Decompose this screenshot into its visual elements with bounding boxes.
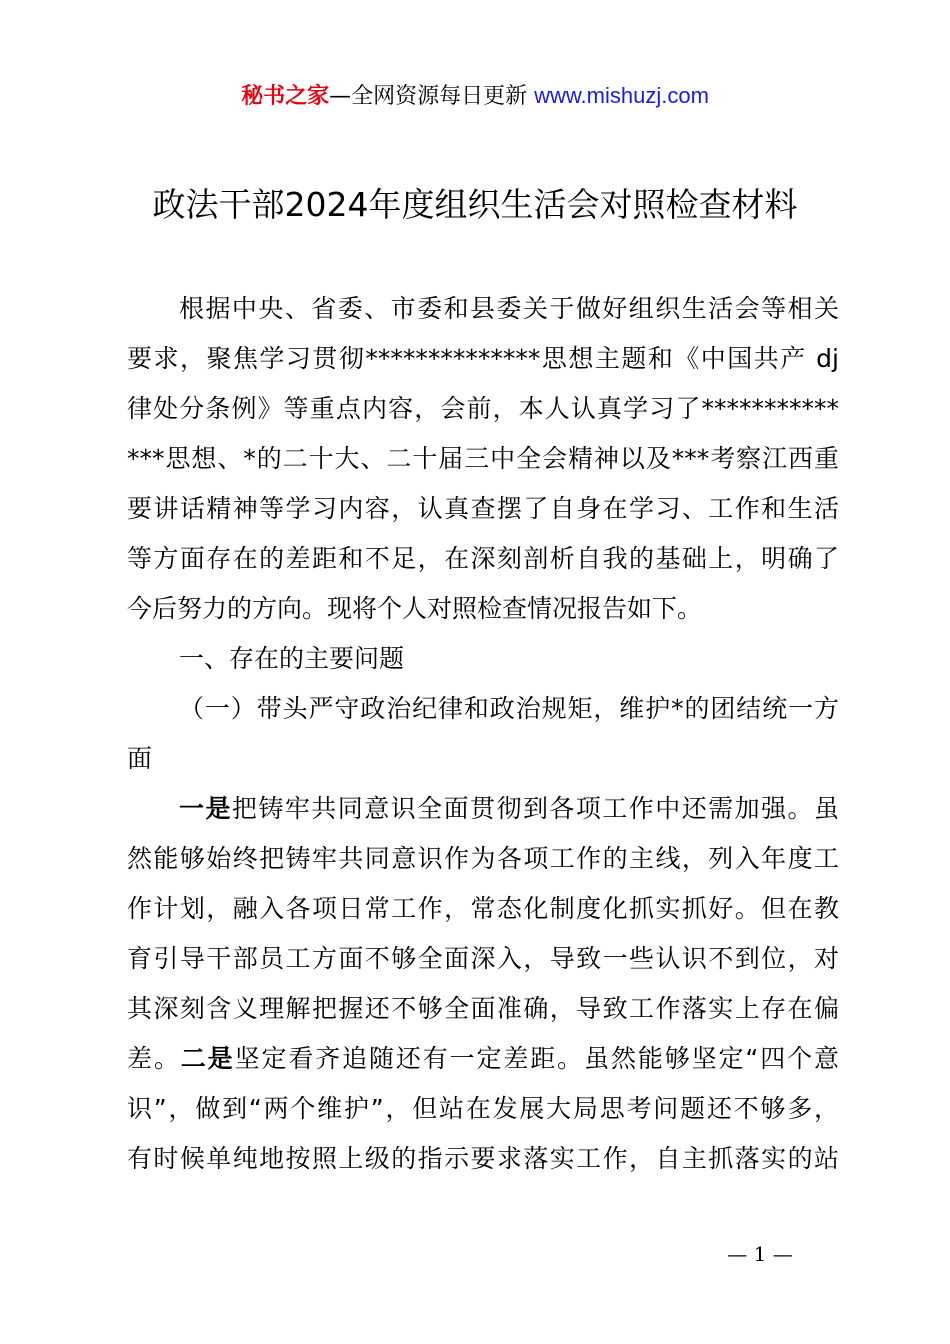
site-header [0, 80, 950, 113]
paragraph-line: 要讲话精神等学习内容，认真查摆了自身在学习、工作和生活 [127, 494, 839, 523]
document-body [127, 284, 839, 1184]
paragraph-line: 等方面存在的差距和不足，在深刻剖析自我的基础上，明确了 [127, 544, 839, 573]
paragraph-line: 一是把铸牢共同意识全面贯彻到各项工作中还需加强。虽 [179, 794, 839, 823]
section-heading: 一、存在的主要问题 [179, 644, 405, 673]
paragraph-line: 今后努力的方向。现将个人对照检查情况报告如下。 [127, 594, 703, 623]
paragraph-line: 根据中央、省委、市委和县委关于做好组织生活会等相关 [179, 294, 839, 323]
point-label: 二是 [180, 1044, 235, 1073]
document-title: 政法干部2024年度组织生活会对照检查材料 [152, 185, 798, 224]
paragraph-line: 差。二是坚定看齐追随还有一定差距。虽然能够坚定“四个意 [127, 1044, 839, 1073]
paragraph-line: 律处分条例》等重点内容，会前，本人认真学习了*********** [127, 394, 839, 423]
paragraph-line: 有时候单纯地按照上级的指示要求落实工作，自主抓落实的站 [127, 1144, 839, 1173]
paragraph-line: ***思想、*的二十大、二十届三中全会精神以及***考察江西重 [127, 444, 839, 473]
header-slogan: —全网资源每日更新 [329, 84, 535, 109]
paragraph-line: 育引导干部员工方面不够全面深入，导致一些认识不到位，对 [127, 944, 839, 973]
site-link[interactable]: www.mishuzj.com [534, 83, 709, 108]
point-label: 一是 [179, 794, 232, 823]
paragraph-line: 然能够始终把铸牢共同意识作为各项工作的主线，列入年度工 [127, 844, 839, 873]
paragraph-line: 作计划，融入各项日常工作，常态化制度化抓实抓好。但在教 [127, 894, 839, 923]
page-number: — 1 — [727, 1242, 793, 1266]
paragraph-line: 要求，聚焦学习贯彻**************思想主题和《中国共产 dj [127, 344, 839, 373]
subsection-heading-line: （一）带头严守政治纪律和政治规矩，维护*的团结统一方 [179, 694, 839, 723]
paragraph-line: 其深刻含义理解把握还不够全面准确，导致工作落实上存在偏 [127, 994, 839, 1023]
brand-name: 秘书之家 [241, 84, 330, 109]
paragraph-line: 识”，做到“两个维护”，但站在发展大局思考问题还不够多， [127, 1094, 839, 1123]
subsection-heading-line: 面 [127, 744, 153, 773]
